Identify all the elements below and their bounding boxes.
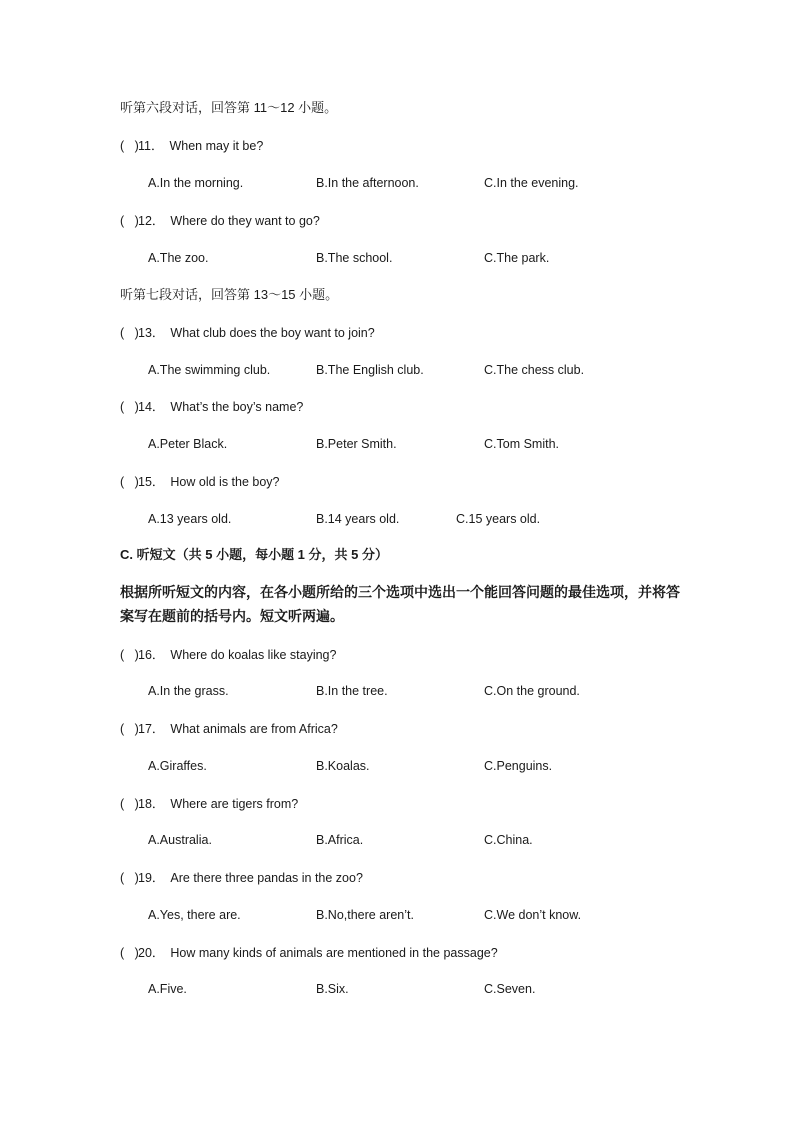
answer-blank: ( ) [120,326,139,340]
answer-blank: ( ) [120,648,139,662]
question-text: How old is the boy? [170,475,280,489]
option-b: B.Africa. [316,833,364,847]
answer-blank: ( ) [120,139,139,153]
option-a: A.In the morning. [148,176,244,190]
option-c: C.Seven. [484,982,536,996]
question-14 [120,399,303,415]
option-b: B.In the afternoon. [316,176,419,190]
question-number: 19． [138,871,165,885]
options-row [148,250,708,266]
options-row [148,758,708,774]
options-row [148,511,708,527]
answer-blank: ( ) [120,871,139,885]
section-heading: 听第七段对话，回答第 13～15 小题。 [120,287,339,302]
question-text: Where are tigers from? [170,797,299,811]
option-c: C.China. [484,833,533,847]
option-a: A.The swimming club. [148,363,271,377]
option-c: C.Tom Smith. [484,437,560,451]
answer-blank: ( ) [120,475,139,489]
option-c: C.In the evening. [484,176,579,190]
option-b: B.In the tree. [316,684,388,698]
answer-blank: ( ) [120,400,139,414]
option-a: A.In the grass. [148,684,229,698]
option-b: B.14 years old. [316,512,400,526]
option-b: B.The school. [316,251,393,265]
option-b: B.The English club. [316,363,424,377]
question-number: 14． [138,400,165,414]
option-a: A.Australia. [148,833,212,847]
question-number: 18． [138,797,165,811]
question-text: Are there three pandas in the zoo? [170,871,363,885]
answer-blank: ( ) [120,797,139,811]
question-number: 11． [138,139,164,153]
question-text: When may it be? [169,139,264,153]
question-18 [120,796,298,812]
question-20 [120,945,498,961]
option-b: B.No,there aren’t. [316,908,414,922]
options-row [148,907,708,923]
question-15 [120,474,280,490]
option-c: C.We don’t know. [484,908,582,922]
question-text: Where do koalas like staying? [170,648,337,662]
question-number: 20． [138,946,165,960]
question-text: What’s the boy’s name? [170,400,304,414]
option-a: A.Yes, there are. [148,908,241,922]
question-11 [120,138,263,154]
question-text: How many kinds of animals are mentioned in the passage? [170,946,498,960]
option-c: C.15 years old. [456,512,541,526]
question-text: What club does the boy want to join? [170,326,375,340]
option-b: B.Koalas. [316,759,370,773]
section-heading: 听第六段对话，回答第 11～12 小题。 [120,100,338,115]
option-c: C.The park. [484,251,550,265]
question-13 [120,325,375,341]
question-12 [120,213,320,229]
answer-blank: ( ) [120,946,139,960]
question-19 [120,870,363,886]
question-number: 12． [138,214,165,228]
options-row [148,436,708,452]
option-c: C.The chess club. [484,363,585,377]
section-instructions: 根据所听短文的内容，在各小题所给的三个选项中选出一个能回答问题的最佳选项，并将答案写在题前的括号内。短文听两遍。 [120,584,680,624]
answer-blank: ( ) [120,214,139,228]
option-c: C.On the ground. [484,684,580,698]
options-row [148,683,708,699]
options-row [148,832,708,848]
option-b: B.Six. [316,982,349,996]
question-number: 16． [138,648,165,662]
question-number: 15． [138,475,165,489]
options-row [148,981,708,997]
options-row [148,175,708,191]
question-16 [120,647,336,663]
question-17 [120,721,338,737]
option-a: A.13 years old. [148,512,232,526]
options-row [148,362,708,378]
section-heading: C. 听短文（共 5 小题，每小题 1 分，共 5 分） [120,547,388,562]
option-a: A.Giraffes. [148,759,207,773]
question-number: 17． [138,722,165,736]
answer-blank: ( ) [120,722,139,736]
option-a: A.Peter Black. [148,437,228,451]
option-b: B.Peter Smith. [316,437,397,451]
option-a: A.Five. [148,982,187,996]
question-text: What animals are from Africa? [170,722,338,736]
option-a: A.The zoo. [148,251,209,265]
question-number: 13． [138,326,165,340]
option-c: C.Penguins. [484,759,553,773]
question-text: Where do they want to go? [170,214,320,228]
